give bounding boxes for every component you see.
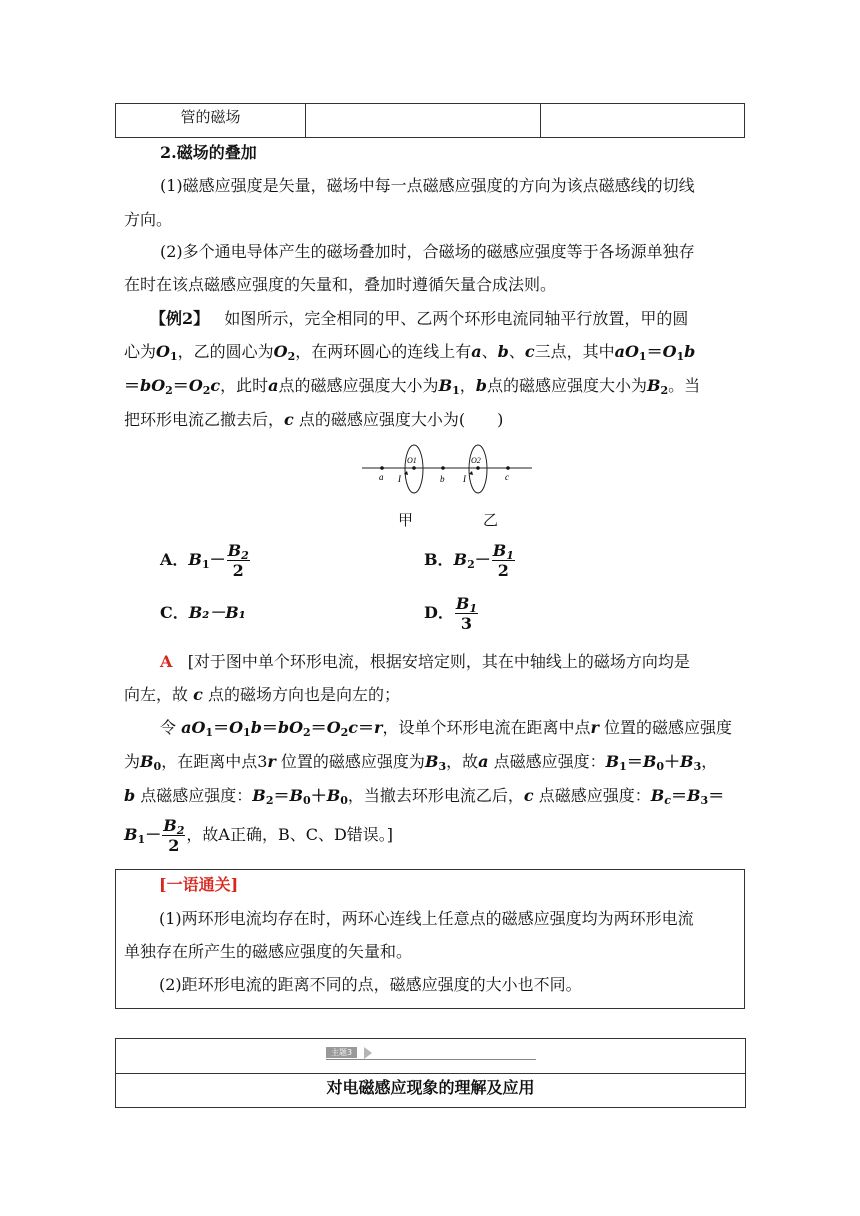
label-O2: O2: [471, 456, 481, 465]
figure-caption-yi: 乙: [483, 511, 499, 529]
ring-current-figure: [360, 444, 535, 500]
table-cell-empty: [541, 104, 745, 138]
section-heading: 2.磁场的叠加: [160, 143, 257, 162]
paragraph-line: (2)多个通电导体产生的磁场叠加时，合磁场的磁感应强度等于各场源单独存: [160, 242, 695, 261]
topic-header: [115, 1038, 746, 1108]
paragraph-line: (1)磁感应强度是矢量，磁场中每一点磁感应强度的方向为该点磁感线的切线: [160, 176, 695, 195]
label-I2: I: [463, 474, 466, 484]
point-O2: [476, 466, 480, 470]
example-line-3: $=bO_2=O_2c$，此时a点的磁感应强度大小为$B_1$，b点的磁感应强度大小为$B_2$。当: [124, 376, 701, 397]
option-A: A．$B_1-$ $\frac{B_2}{2}$: [160, 540, 249, 580]
answer-line-4: 为$B_0$，在距离中点3r 位置的磁感应强度为$B_3$，故a 点磁感应强度：$B_1=B_0+B_3$，: [124, 752, 718, 773]
topic-title: 对电磁感应现象的理解及应用: [326, 1078, 535, 1097]
answer-line-3: 令 $aO_1=O_1b=bO_2=O_2c=r$，设单个环形电流在距离中点r 位置的磁感应强度: [160, 718, 733, 739]
topic-banner: [326, 1047, 536, 1060]
point-a: [380, 466, 384, 470]
summary-box: [115, 869, 745, 1009]
paragraph-line: 方向。: [124, 210, 173, 229]
answer-line-1: A [对于图中单个环形电流，根据安培定则，其在中轴线上的磁场方向均是: [160, 652, 690, 671]
point-O1: [412, 466, 416, 470]
summary-line: 单独存在所产生的磁感应强度的矢量和。: [124, 942, 413, 961]
example-line-1: 【例2】 如图所示，完全相同的甲、乙两个环形电流同轴平行放置，甲的圆: [150, 309, 689, 328]
label-O1: O1: [407, 456, 417, 465]
topic-tag-chevron-icon: [364, 1047, 372, 1059]
top-table: [115, 103, 745, 138]
label-a: a: [379, 472, 384, 482]
answer-line-2: 向左，故 c 点的磁场方向也是向左的；: [124, 685, 400, 704]
summary-line: (1)两环形电流均存在时，两环心连线上任意点的磁感应强度均为两环形电流: [159, 909, 694, 928]
answer-letter: A: [160, 652, 173, 671]
option-B: B．$B_2-$ $\frac{B_1}{2}$: [424, 540, 514, 580]
point-b: [441, 466, 445, 470]
topic-divider: [116, 1073, 745, 1074]
paragraph-line: 在时在该点磁感应强度的矢量和，叠加时遵循矢量合成法则。: [124, 275, 557, 294]
example-line-4: 把环形电流乙撤去后，c 点的磁感应强度大小为( ): [124, 410, 504, 429]
summary-line: (2)距环形电流的距离不同的点，磁感应强度的大小也不同。: [159, 975, 582, 994]
example-tag: 【例2】: [150, 309, 210, 328]
answer-line-6: $B_1-$ $\frac{B_2}{2}$ ，故A正确，B、C、D错误。]: [124, 815, 394, 855]
option-C: C．B₂－B₁: [160, 603, 246, 622]
label-c: c: [505, 472, 509, 482]
example-line-2: 心为$O_1$，乙的圆心为$O_2$，在两环圆心的连线上有a、b、c三点，其中$aO_1=O_1b$: [124, 342, 696, 363]
table-cell-empty: [306, 104, 541, 138]
point-c: [506, 466, 510, 470]
option-D: D． $\frac{B_1}{3}$: [424, 593, 478, 633]
figure-caption-jia: 甲: [398, 511, 414, 529]
answer-line-5: b 点磁感应强度：$B_2=B_0+B_0$，当撤去环形电流乙后，c 点磁感应强度：$B_c=B_3=$: [124, 786, 725, 807]
topic-tag: 主题3: [326, 1047, 357, 1058]
label-b: b: [440, 474, 445, 484]
summary-title: [一语通关]: [159, 875, 239, 894]
table-cell-label: 管的磁场: [180, 108, 241, 126]
label-I1: I: [398, 474, 401, 484]
